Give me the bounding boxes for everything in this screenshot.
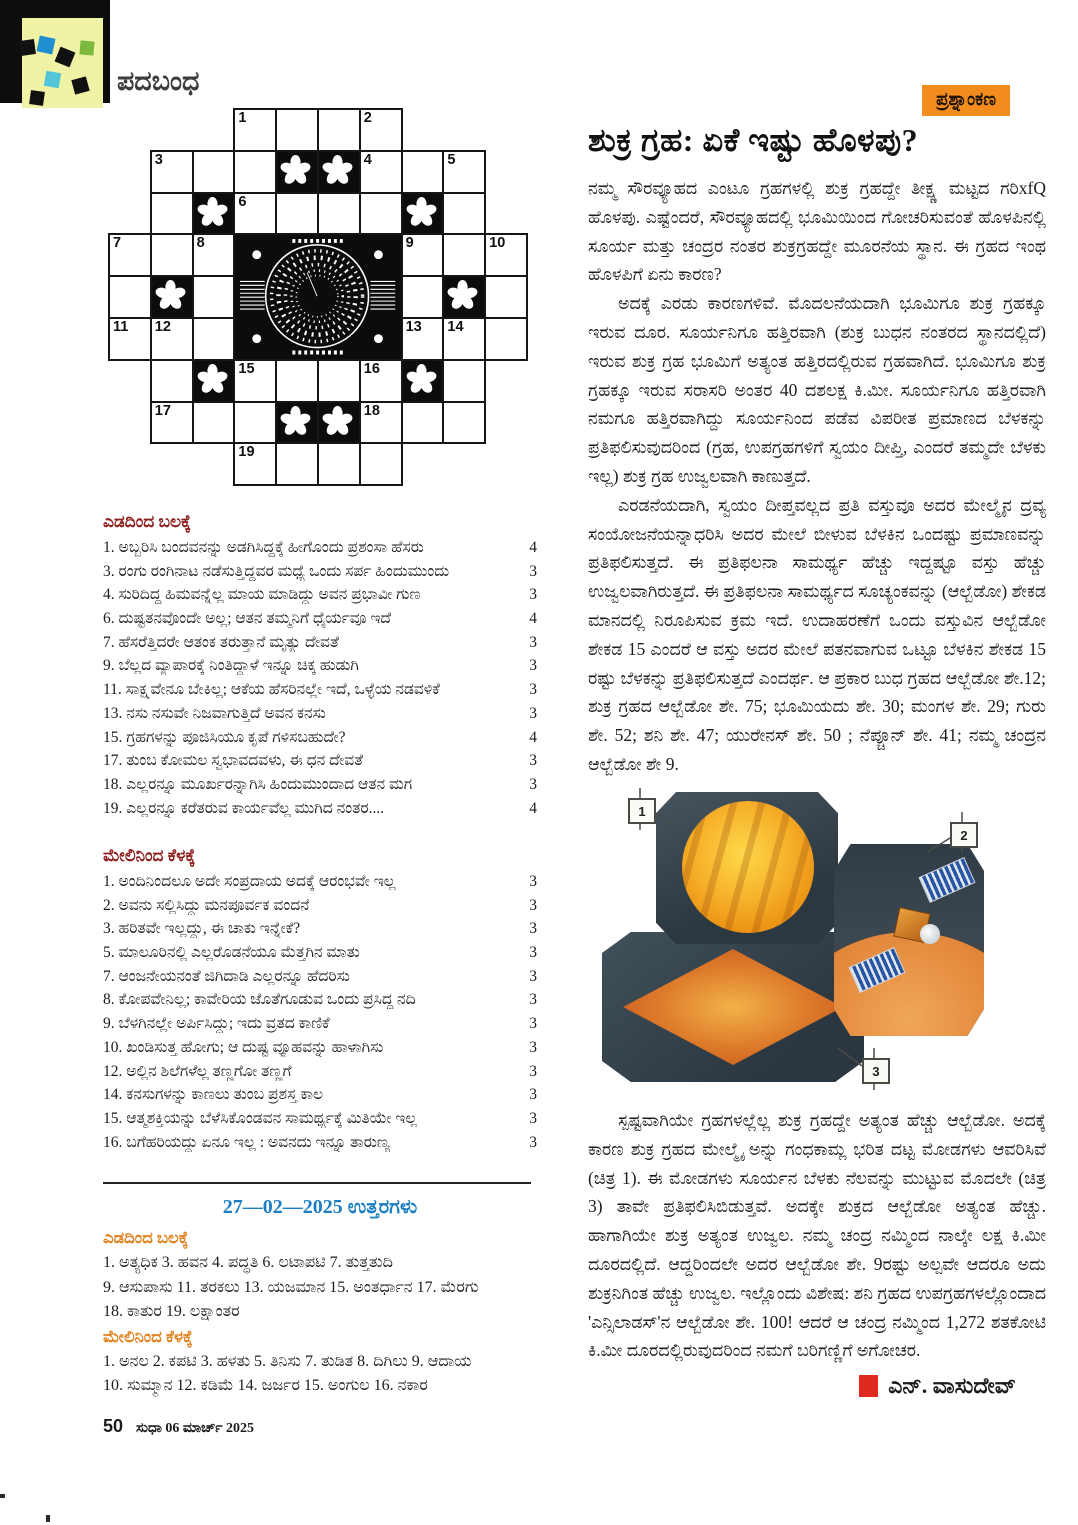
cell-number: 3	[154, 151, 163, 168]
scan-artifact	[0, 1494, 5, 1498]
clue-row	[103, 681, 537, 705]
cell-number: 8	[196, 235, 205, 252]
clue-length: 3	[529, 775, 537, 793]
crossword-cell[interactable]	[108, 275, 152, 319]
article-column-top	[588, 84, 1046, 786]
clue-text: 7. ಹೆಸರೆತ್ತಿದರೇ ಆತಂಕ ತರುತ್ತಾನೆ ಮೃತ್ಯು ದೇವತೆ	[103, 633, 339, 651]
clue-row	[103, 563, 537, 587]
cell-number: 11	[113, 319, 129, 335]
cell-number: 2	[363, 110, 372, 126]
page-footer	[103, 1416, 254, 1437]
crossword-flower-cell	[442, 275, 486, 319]
clue-length: 4	[529, 728, 537, 746]
figure-label-3: 3	[862, 1058, 890, 1084]
crossword-cell[interactable]	[359, 192, 403, 236]
crossword-cell[interactable]	[317, 192, 361, 236]
figure-label-1: 1	[628, 798, 656, 824]
crossword-cell[interactable]	[150, 359, 194, 403]
clue-row	[103, 991, 537, 1015]
crossword-cell[interactable]	[442, 233, 486, 277]
clue-row	[103, 752, 537, 776]
crossword-cell[interactable]	[317, 442, 361, 486]
clue-length: 4	[529, 799, 537, 817]
answers-down-header: ಮೇಲಿನಿಂದ ಕೆಳಕ್ಕೆ	[103, 1326, 193, 1346]
across-clues-section	[103, 512, 537, 823]
crossword-flower-cell	[275, 150, 319, 194]
down-clues-section	[103, 846, 537, 1157]
answers-down-lines	[103, 1350, 537, 1399]
clue-text: 2. ಅವನು ಸಲ್ಲಿಸಿದ್ದು ಮನಪೂರ್ವಕ ವಂದನೆ	[103, 896, 310, 914]
crossword-cell[interactable]	[484, 275, 528, 319]
crossword-cell[interactable]	[359, 108, 403, 152]
crossword-cell[interactable]	[401, 401, 445, 445]
clue-text: 5. ಮಾಲೂರಿನಲ್ಲಿ ಎಲ್ಲರೊಡನೆಯೂ ಮೆತ್ತಗಿನ ಮಾತು	[103, 944, 360, 962]
clue-row	[103, 1110, 537, 1134]
clue-text: 15. ಆತ್ಮಶಕ್ತಿಯನ್ನು ಬೆಳೆಸಿಕೊಂಡವನ ಸಾಮರ್ಥ್ಯಕ್ಕೆ ಮಿತಿಯೇ ಇಲ್ಲ	[103, 1109, 418, 1127]
cell-number: 12	[154, 319, 171, 335]
answers-section	[103, 1196, 537, 1399]
byline-author: ಎನ್. ವಾಸುದೇವ್	[888, 1373, 1016, 1399]
crossword-cell[interactable]	[108, 233, 152, 277]
clue-length: 3	[529, 967, 537, 985]
answers-divider	[103, 1182, 531, 1184]
answer-line: 9. ಆಸುಪಾಸು 11. ತರಕಲು 13. ಯಜಮಾನ 15. ಅಂತರ್ಧಾನ 17. ಮೆರಗು	[103, 1278, 479, 1296]
clue-text: 1. ಅಂದಿನಿಂದಲೂ ಅದೇ ಸಂಪ್ರದಾಯ ಅದಕ್ಕೆ ಆರಂಭವೇ ಇಲ್ಲ	[103, 873, 396, 890]
crossword-flower-cell	[150, 275, 194, 319]
crossword-cell[interactable]	[275, 192, 319, 236]
clue-length: 3	[529, 586, 537, 604]
cell-number: 13	[405, 319, 422, 335]
column-badge: ಪ್ರಶ್ನಾಂಕಣ	[922, 85, 1010, 116]
cell-number: 14	[447, 319, 464, 335]
clue-text: 12. ಅಲ್ಲಿನ ಶಿಲೆಗಳೆಲ್ಲ ತಣ್ಣಗೋ ತಣ್ಣಗೆ	[103, 1062, 292, 1080]
crossword-flower-cell	[401, 359, 445, 403]
crossword-cell[interactable]	[401, 233, 445, 277]
clue-length: 3	[529, 1015, 537, 1033]
crossword-flower-cell	[192, 192, 236, 236]
crossword-flower-cell	[401, 192, 445, 236]
cell-number: 9	[405, 235, 414, 252]
crossword-cell[interactable]	[442, 317, 486, 361]
callout-connector-lines	[598, 786, 1050, 1104]
crossword-cell[interactable]	[442, 401, 486, 445]
crossword-cell[interactable]	[192, 150, 236, 194]
cell-number: 1	[238, 110, 247, 126]
clue-length: 3	[529, 562, 537, 580]
crossword-cell[interactable]	[359, 359, 403, 403]
clue-text: 13. ನಸು ನಸುವೇ ನಿಜವಾಗುತ್ತಿದೆ ಅವನ ಕನಸು	[103, 704, 326, 722]
clue-row	[103, 657, 537, 681]
scan-artifact	[46, 1515, 50, 1522]
answer-line: 1. ಅತ್ಯಧಿಕ 3. ಹವನ 4. ಪದ್ಧತಿ 6. ಲಟಾಪಟಿ 7. ತುತ್ತತುದಿ	[103, 1254, 393, 1271]
clue-length: 3	[529, 1109, 537, 1127]
clue-row	[103, 729, 537, 753]
clue-text: 4. ಸುರಿದಿದ್ದ ಹಿಮವನ್ನೆಲ್ಲ ಮಾಯ ಮಾಡಿದ್ದು ಅವನ ಪ್ರಭಾವೀ ಗುಣ	[103, 586, 421, 604]
clue-text: 6. ದುಷ್ಟತನವೊಂದೇ ಅಲ್ಲ; ಆತನ ತಮ್ಮನಿಗೆ ಧೈರ್ಯವೂ ಇದೆ	[103, 610, 392, 628]
clue-row	[103, 776, 537, 800]
crossword-cell[interactable]	[401, 150, 445, 194]
crossword-flower-cell	[317, 150, 361, 194]
crossword-cell[interactable]	[233, 401, 277, 445]
clue-text: 15. ಗ್ರಹಗಳನ್ನು ಪೂಜಿಸಿಯೂ ಕೃಪೆ ಗಳಿಸಬಹುದೇ?	[103, 728, 346, 746]
clue-length: 3	[529, 657, 537, 675]
cell-number: 17	[154, 402, 171, 419]
cell-number: 5	[447, 151, 456, 168]
crossword-center-ornament	[233, 233, 402, 360]
article-paragraph-3: ಎರಡನೆಯದಾಗಿ, ಸ್ವಯಂ ದೀಪ್ತವಲ್ಲದ ಪ್ರತಿ ವಸ್ತುವೂ ಅದರ ಮೇಲ್ಮೈನ ದ್ರವ್ಯ ಸಂಯೋಜನೆಯನ್ನಾಧರಿಸಿ ಅದರ ಮೇಲೆ ಬೀಳುವ ಬೆಳಕಿನ ಒಂದಷ್ಟು ಪ್ರಮಾಣವನ್ನು ಪ್ರತಿಫಲಿಸುತ್ತದೆ. ಈ ಪ್ರತಿಫಲನಾ ಸಾಮರ್ಥ್ಯ ಹೆಚ್ಚು ಇದ್ದಷ್ಟೂ ವಸ್ತು ಹೆಚ್ಚು ಉಜ್ವಲವಾಗಿರುತ್ತದೆ. ಈ ಪ್ರತಿಫಲನಾ ಸಾಮರ್ಥ್ಯದ ಸೂಚ್ಯಂಕವನ್ನು (ಆಲ್ಬೆಡೋ) ಶೇಕಡ ಮಾನದಲ್ಲಿ ನಿರೂಪಿಸುವ ಕ್ರಮ ಇದೆ. ಉದಾಹರಣೆಗೆ ಒಂದು ವಸ್ತುವಿನ ಆಲ್ಬೆಡೋ ಶೇಕಡ 15 ಎಂದರೆ ಆ ವಸ್ತು ಅದರ ಮೇಲೆ ಪತನವಾಗುವ ಒಟ್ಟೂ ಬೆಳಕಿನ ಶೇಕಡ 15 ರಷ್ಟು ಬೆಳಕನ್ನು ಪ್ರತಿಫಲಿಸುತ್ತದೆ ಎಂದರ್ಥ. ಆ ಪ್ರಕಾರ ಬುಧ ಗ್ರಹದ ಆಲ್ಬೆಡೋ ಶೇ.12; ಶುಕ್ರ ಗ್ರಹದ ಆಲ್ಬೆಡೋ ಶೇ. 75; ಭೂಮಿಯದು ಶೇ. 30; ಮಂಗಳ ಶೇ. 29; ಗುರು ಶೇ. 52; ಶನಿ ಶೇ. 47; ಯುರೇನಸ್ ಶೇ. 50 ; ನೆಪ್ಚೂನ್ ಶೇ. 41; ನಮ್ಮ ಚಂದ್ರನ ಆಲ್ಬೆಡೋ ಶೇ 9.	[588, 494, 1046, 774]
clue-length: 3	[529, 1086, 537, 1104]
crossword-cell[interactable]	[317, 359, 361, 403]
crossword-cell[interactable]	[150, 150, 194, 194]
across-clue-list	[103, 539, 537, 823]
crossword-cell[interactable]	[401, 317, 445, 361]
clue-row	[103, 920, 537, 944]
article-title: ಶುಕ್ರ ಗ್ರಹ: ಏಕೆ ಇಷ್ಟು ಹೊಳಪು?	[588, 122, 919, 158]
clue-length: 3	[529, 873, 537, 890]
crossword-cell[interactable]	[233, 359, 277, 403]
crossword-flower-cell	[317, 401, 361, 445]
cell-number: 19	[238, 444, 255, 461]
crossword-cell[interactable]	[150, 192, 194, 236]
answer-line: 1. ಅನಲ 2. ಕಪಟಿ 3. ಹಳತು 5. ತಿನಿಸು 7. ತುಡಿತ 8. ದಿಗಿಲು 9. ಆದಾಯ	[103, 1352, 472, 1370]
clue-row	[103, 586, 537, 610]
answers-across-header: ಎಡದಿಂದ ಬಲಕ್ಕೆ	[103, 1228, 189, 1247]
cell-number: 15	[238, 360, 255, 377]
clue-length: 3	[529, 991, 537, 1009]
page-number: 50	[103, 1416, 124, 1436]
clue-row	[103, 1134, 537, 1158]
crossword-cell[interactable]	[484, 317, 528, 361]
clue-length: 3	[529, 752, 537, 770]
clue-text: 16. ಬಗೆಹರಿಯದ್ದು ಏನೂ ಇಲ್ಲ : ಅವನದು ಇನ್ನೂ ತಾರುಣ್ಯ	[103, 1133, 390, 1151]
figure-label-2: 2	[950, 822, 978, 848]
article-paragraph-4: ಸ್ಪಷ್ಟವಾಗಿಯೇ ಗ್ರಹಗಳಲ್ಲೆಲ್ಲ ಶುಕ್ರ ಗ್ರಹದ್ದೇ ಅತ್ಯಂತ ಹೆಚ್ಚು ಆಲ್ಬೆಡೋ. ಅದಕ್ಕೆ ಕಾರಣ ಶುಕ್ರ ಗ್ರಹದ ಮೇಲ್ಮೈ ಅನ್ನು ಗಂಧಕಾಮ್ಲ ಭರಿತ ದಟ್ಟ ಮೋಡಗಳು ಆವರಿಸಿವೆ (ಚಿತ್ರ 1). ಈ ಮೋಡಗಳು ಸೂರ್ಯನ ಬೆಳಕು ನೆಲವನ್ನು ಮುಟ್ಟುವ ಮೊದಲೇ (ಚಿತ್ರ 3) ತಾವೇ ಪ್ರತಿಫಲಿಸಿಬಿಡುತ್ತವೆ. ಅದಕ್ಕೇ ಶುಕ್ರದ ಆಲ್ಬೆಡೋ ಅತ್ಯಂತ ಹೆಚ್ಚು. ಹಾಗಾಗಿಯೇ ಶುಕ್ರ ಅತ್ಯಂತ ಉಜ್ವಲ. ನಮ್ಮ ಚಂದ್ರ ನಮ್ಮಿಂದ ನಾಲ್ಕೇ ಲಕ್ಷ ಕಿ.ಮೀ ದೂರದಲ್ಲಿದೆ. ಆದ್ದರಿಂದಲೇ ಅದರ ಆಲ್ಬೆಡೋ ಶೇ. 9ರಷ್ಟು ಅಲ್ಪವೇ ಆದರೂ ಅದು ಶುಕ್ರನಿಗಿಂತ ಹೆಚ್ಚು ಉಜ್ವಲ. ಇಲ್ಲೊಂದು ವಿಶೇಷ: ಶನಿ ಗ್ರಹದ ಉಪಗ್ರಹಗಳಲ್ಲೊಂದಾದ 'ಎನ್ಸಿಲಾಡಸ್'ನ ಆಲ್ಬೆಡೋ ಶೇ. 100! ಆದರೆ ಆ ಚಂದ್ರ ನಮ್ಮಿಂದ 1,272 ಶತಕೋಟಿ ಕಿ.ಮೀ ದೂರದಲ್ಲಿರುವುದರಿಂದ ನಮಗೆ ಬರಿಗಣ್ಣಿಗೆ ಅಗೋಚರ.	[588, 1110, 1046, 1361]
across-header: ಎಡದಿಂದ ಬಲಕ್ಕೆ	[103, 512, 191, 531]
clue-text: 14. ಕನಸುಗಳನ್ನು ಕಾಣಲು ತುಂಬ ಪ್ರಶಸ್ತ ಕಾಲ	[103, 1086, 324, 1104]
crossword-cell[interactable]	[484, 233, 528, 277]
down-clue-list	[103, 873, 537, 1157]
clue-text: 3. ಹರಿತವೇ ಇಲ್ಲದ್ದು, ಈ ಚಾಕು ಇನ್ನೇಕೆ?	[103, 920, 301, 938]
clue-row	[103, 539, 537, 563]
down-header: ಮೇಲಿನಿಂದ ಕೆಳಕ್ಕೆ	[103, 846, 196, 865]
clue-text: 9. ಬೆಳಗಿನಲ್ಲೇ ಅರ್ಪಿಸಿದ್ದು; ಇದು ವ್ರತದ ಕಾಣಿಕೆ	[103, 1015, 330, 1033]
cell-number: 6	[238, 193, 247, 210]
clue-row	[103, 944, 537, 968]
crossword-flower-cell	[192, 359, 236, 403]
crossword-cell[interactable]	[108, 317, 152, 361]
clue-row	[103, 1086, 537, 1110]
clue-text: 7. ಆಂಜನೇಯನಂತೆ ಜಿಗಿದಾಡಿ ಎಲ್ಲರನ್ನೂ ಹೆದರಿಸು	[103, 967, 350, 985]
logo-confetti-square	[19, 39, 36, 56]
answer-line: 18. ಕಾತುರ 19. ಲಕ್ಷಾಂತರ	[103, 1303, 240, 1320]
clue-text: 17. ತುಂಬ ಕೋಮಲ ಸ್ವಭಾವದವಳು, ಈ ಧನ ದೇವತೆ	[103, 752, 364, 770]
mandala-graphic	[235, 235, 400, 358]
logo-confetti-square	[29, 90, 45, 106]
clue-text: 10. ಖಂಡಿಸುತ್ತ ಹೋಗು; ಆ ದುಷ್ಟ ವ್ಯೂಹವನ್ನು ಹಾಳಾಗಿಸು	[103, 1038, 384, 1056]
crossword-cell[interactable]	[275, 359, 319, 403]
article-paragraph-1: ನಮ್ಮ ಸೌರವ್ಯೂಹದ ಎಂಟೂ ಗ್ರಹಗಳಲ್ಲಿ ಶುಕ್ರ ಗ್ರಹದ್ದೇ ತೀಕ್ಷ್ಣ ಮಟ್ಟದ ಗರಿxfQ ಹೊಳಪು. ಎಷ್ಟೆಂದರೆ, ಸೌರವ್ಯೂಹದಲ್ಲಿ ಭೂಮಿಯಿಂದ ಗೋಚರಿಸುವಂತೆ ಹೊಳಪಿನಲ್ಲಿ ಸೂರ್ಯ ಮತ್ತು ಚಂದ್ರರ ನಂತರ ಶುಕ್ರಗ್ರಹದ್ದೇ ಮೂರನೆಯ ಸ್ಥಾನ. ಈ ಗ್ರಹದ ಇಂಥ ಹೊಳಪಿಗೆ ಏನು ಕಾರಣ?	[588, 178, 1046, 285]
clue-text: 9. ಬೆಲ್ಲದ ವ್ಯಾಪಾರಕ್ಕೆ ನಿಂತಿದ್ದಾಳೆ ಇನ್ನೂ ಚಿಕ್ಕ ಹುಡುಗಿ	[103, 657, 359, 675]
clue-length: 3	[529, 1133, 537, 1151]
crossword-cell[interactable]	[442, 192, 486, 236]
crossword-cell[interactable]	[442, 359, 486, 403]
crossword-cell[interactable]	[192, 233, 236, 277]
cell-number: 18	[363, 402, 380, 419]
crossword-cell[interactable]	[275, 108, 319, 152]
crossword-cell[interactable]	[150, 233, 194, 277]
cell-number: 4	[363, 151, 372, 168]
crossword-cell[interactable]	[359, 442, 403, 486]
cell-number: 16	[363, 360, 380, 377]
article-paragraph-2: ಅದಕ್ಕೆ ಎರಡು ಕಾರಣಗಳಿವೆ. ಮೊದಲನೆಯದಾಗಿ ಭೂಮಿಗೂ ಶುಕ್ರ ಗ್ರಹಕ್ಕೂ ಇರುವ ದೂರ. ಸೂರ್ಯನಿಗೂ ಹತ್ತಿರವಾಗಿ (ಶುಕ್ರ ಬುಧನ ನಂತರದ ಸ್ಥಾನದಲ್ಲಿದೆ) ಇರುವ ಶುಕ್ರ ಗ್ರಹ ಭೂಮಿಗೆ ಅತ್ಯಂತ ಹತ್ತಿರದಲ್ಲಿರುವ ಗ್ರಹವಾಗಿದೆ. ಭೂಮಿಗೂ ಶುಕ್ರ ಗ್ರಹಕ್ಕೂ ಇರುವ ಸರಾಸರಿ ಅಂತರ 40 ದಶಲಕ್ಷ ಕಿ.ಮೀ. ಸೂರ್ಯನಿಗೂ ಹತ್ತಿರವಾಗಿ ನಮಗೂ ಹತ್ತಿರವಾಗಿದ್ದು ಸೂರ್ಯನಿಂದ ಪಡೆವ ವಿಪರೀತ ಪ್ರಮಾಣದ ಬೆಳಕನ್ನು ಪ್ರತಿಫಲಿಸುವುದರಿಂದ (ಗ್ರಹ, ಉಪಗ್ರಹಗಳಿಗೆ ಸ್ವಯಂ ದೀಪ್ತಿ, ಎಂದರೆ ತಮ್ಮದೇ ಬೆಳಕು ಇಲ್ಲ) ಶುಕ್ರ ಗ್ರಹ ಉಜ್ವಲವಾಗಿ ಕಾಣುತ್ತದೆ.	[588, 293, 1046, 486]
clue-text: 3. ರಂಗು ರಂಗಿನಾಟ ನಡೆಸುತ್ತಿದ್ದವರ ಮಧ್ಯೆ ಒಂದು ಸರ್ಪ ಹಿಂದುಮುಂದು	[103, 562, 450, 580]
crossword-cell[interactable]	[150, 317, 194, 361]
crossword-cell[interactable]	[442, 150, 486, 194]
crossword-cell[interactable]	[275, 442, 319, 486]
crossword-cell[interactable]	[233, 442, 277, 486]
logo-confetti-square	[44, 71, 61, 88]
byline	[588, 1373, 1016, 1399]
crossword-flower-cell	[275, 401, 319, 445]
issue-date: ಸುಧಾ 06 ಮಾರ್ಚ್ 2025	[136, 1421, 255, 1436]
clue-length: 3	[529, 704, 537, 722]
clue-length: 4	[529, 539, 537, 556]
clue-length: 3	[529, 944, 537, 962]
crossword-cell[interactable]	[233, 108, 277, 152]
clue-row	[103, 705, 537, 729]
clue-row	[103, 968, 537, 992]
clue-text: 11. ಸಾಕ್ಷ್ಯವೇನೂ ಬೇಕಿಲ್ಲ; ಆಕೆಯ ಹೆಸರಿನಲ್ಲೇ ಇದೆ, ಒಳ್ಳೆಯ ನಡವಳಿಕೆ	[103, 681, 440, 699]
clue-length: 3	[529, 633, 537, 651]
clue-row	[103, 634, 537, 658]
answers-across-lines	[103, 1251, 537, 1325]
clue-row	[103, 873, 537, 897]
crossword-section-title: ಪದಬಂಧ	[117, 66, 200, 96]
cell-number: 10	[489, 235, 506, 252]
crossword-cell[interactable]	[359, 401, 403, 445]
logo-confetti-square	[37, 36, 56, 55]
answers-heading: 27—02—2025 ಉತ್ತರಗಳು	[222, 1196, 418, 1218]
clue-text: 18. ಎಲ್ಲರನ್ನೂ ಮೂರ್ಖರನ್ನಾಗಿಸಿ ಹಿಂದುಮುಂದಾದ ಆತನ ಮಗ	[103, 775, 413, 793]
clue-length: 3	[529, 1038, 537, 1056]
crossword-cell[interactable]	[150, 401, 194, 445]
crossword-cell[interactable]	[192, 275, 236, 319]
crossword-grid[interactable]	[108, 108, 528, 486]
crossword-cell[interactable]	[233, 192, 277, 236]
clue-length: 3	[529, 1062, 537, 1080]
crossword-cell[interactable]	[359, 150, 403, 194]
clue-text: 8. ಕೋಪವೇನಿಲ್ಲ; ಕಾವೇರಿಯ ಜೊತೆಗೂಡುವ ಒಂದು ಪ್ರಸಿದ್ಧ ನದಿ	[103, 991, 416, 1009]
clue-text: 19. ಎಲ್ಲರನ್ನೂ ಕರೆತರುವ ಕಾರ್ಯವೆಲ್ಲ ಮುಗಿದ ನಂತರ....	[103, 799, 385, 817]
clue-row	[103, 610, 537, 634]
clue-row	[103, 897, 537, 921]
venus-figure-collage	[598, 786, 1050, 1104]
clue-length: 3	[529, 681, 537, 699]
clue-length: 4	[529, 610, 537, 628]
clue-row	[103, 800, 537, 824]
clue-length: 3	[529, 896, 537, 914]
clue-row	[103, 1015, 537, 1039]
clue-length: 3	[529, 920, 537, 938]
byline-red-square	[859, 1375, 878, 1397]
crossword-cell[interactable]	[192, 317, 236, 361]
logo-confetti-square	[79, 40, 94, 55]
crossword-cell[interactable]	[192, 401, 236, 445]
clue-text: 1. ಅಬ್ಬರಿಸಿ ಬಂದವನನ್ನು ಅಡಗಿಸಿದ್ದಕ್ಕೆ ಹೀಗೊಂದು ಪ್ರಶಂಸಾ ಹೆಸರು	[103, 539, 424, 556]
answer-line: 10. ಸುಮ್ಮಾನ 12. ಕಡಿಮೆ 14. ಜರ್ಜರ 15. ಅಂಗುಲ 16. ನಕಾರ	[103, 1377, 428, 1394]
crossword-cell[interactable]	[233, 150, 277, 194]
cell-number: 7	[113, 235, 122, 252]
clue-row	[103, 1063, 537, 1087]
clue-row	[103, 1039, 537, 1063]
crossword-cell[interactable]	[401, 275, 445, 319]
article-column-bottom	[588, 1106, 1046, 1416]
crossword-cell[interactable]	[317, 108, 361, 152]
